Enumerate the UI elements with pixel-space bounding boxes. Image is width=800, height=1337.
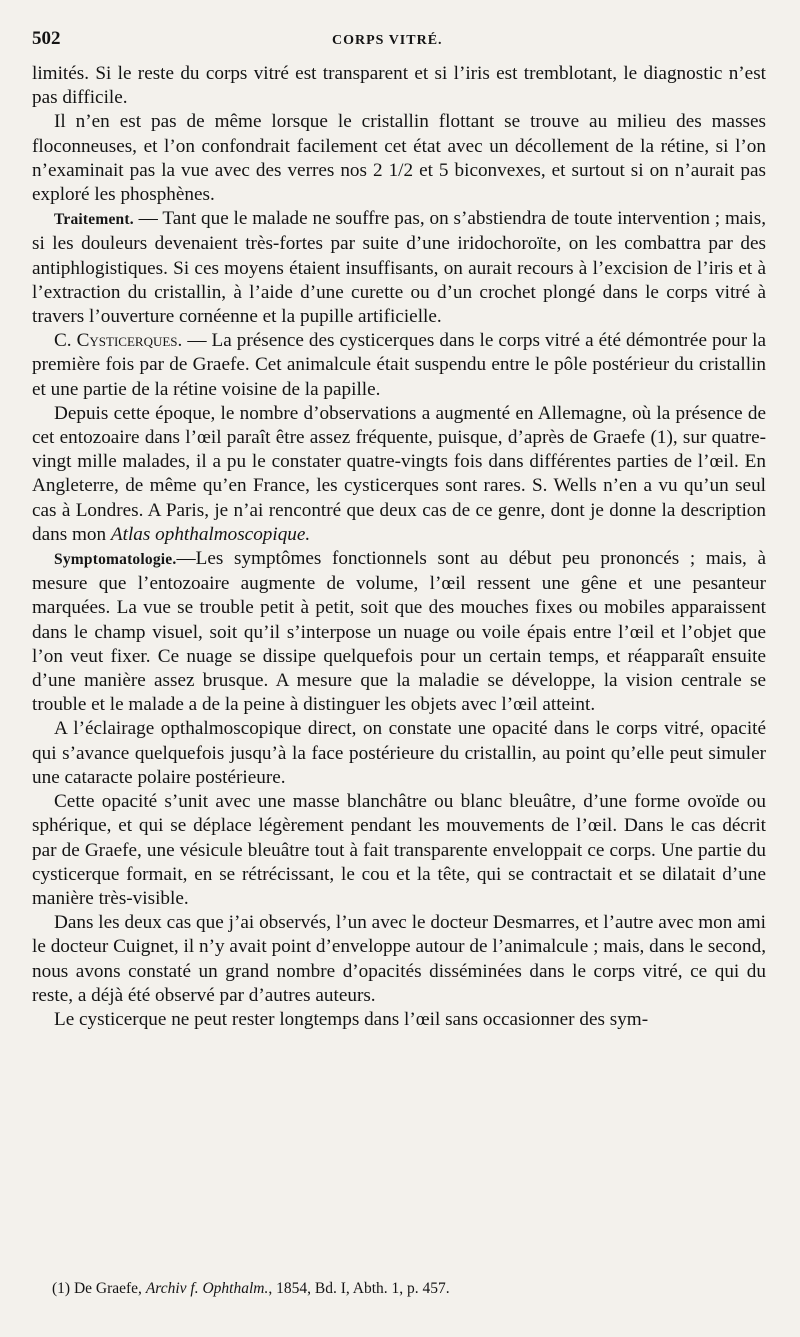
paragraph-5-text: Depuis cette époque, le nombre d’observations a augmenté en Allemagne, où la présence de cet entozoaire dans l’œil paraît être assez fréquente, puisque, d’après de Graefe (1), sur quatre-vingt mille malades, il a pu le constater quatre-vingts fois dans différentes parties de l’œil. En Angleterre, de même qu’en France, les cysticerques sont rares. S. Wells n’en a vu qu’un seul cas à Londres. A Paris, je n’ai rencontré que deux cas de ce genre, dont je donne la description dans mon <box>32 402 766 545</box>
body-text <box>32 62 766 1032</box>
running-title: CORPS VITRÉ. <box>332 33 443 48</box>
atlas-title: Atlas ophthalmoscopique. <box>110 523 311 545</box>
page-number: 502 <box>32 28 61 49</box>
section-heading-cysticerques: C. Cysticerques. <box>54 330 183 352</box>
paragraph-10: Le cysticerque ne peut rester longtemps dans l’œil sans occasionner des sym- <box>54 1008 649 1030</box>
paragraph-cysticerques <box>32 329 766 402</box>
section-heading-symptomatologie: Symptomatologie. <box>54 551 177 569</box>
section-heading-traitement: Traitement. <box>54 211 134 229</box>
paragraph-cysticerques-text: — La présence des cysticerques dans le corps vitré a été démontrée pour la première fois par de Graefe. Cet animalcule était suspendu entre le pôle postérieur du cristallin et une partie de la rétine voisine de la papille. <box>32 330 767 400</box>
paragraph-9: Dans les deux cas que j’ai observés, l’un avec le docteur Desmarres, et l’autre avec mon ami le docteur Cuignet, il n’y avait point d’enveloppe autour de l’animalcule ; mais, dans le second, nous avons constaté un grand nombre d’opacités disséminées dans le corps vitré, ce qui du reste, a déjà été observé par d’autres auteurs. <box>32 912 766 1006</box>
footnote-rest: , 1854, Bd. I, Abth. 1, p. 457. <box>268 1280 450 1297</box>
paragraph-2: Il n’en est pas de même lorsque le cristallin flottant se trouve au milieu des masses floconneuses, et l’on confondrait facilement cet état avec un décollement de la rétine, si l’on n’examinait pas la vue avec des verres nos 2 1/2 et 5 biconvexes, et surtout si on n’aurait pas exploré les phosphènes. <box>32 111 766 206</box>
footnote-marker: (1) De Graefe, <box>52 1280 146 1297</box>
paragraph-7: A l’éclairage opthalmoscopique direct, on constate une opacité dans le corps vitré, opacité qui s’avance quelquefois jusqu’à la face postérieure du cristallin, au point qu’elle peut simuler une cataracte polaire postérieure. <box>32 718 766 788</box>
paragraph-1: limités. Si le reste du corps vitré est transparent et si l’iris est tremblotant, le diagnostic n’est pas difficile. <box>32 63 766 109</box>
paragraph-traitement-text: — Tant que le malade ne souffre pas, on s’abstiendra de toute intervention ; mais, si les douleurs devenaient très-fortes par suite d’une iridochoroïte, on les combattra par des antiphlogistiques. Si ces moyens étaient insuffisants, on aurait recours à l’excision de l’iris et à l’extraction du cristallin, à l’aide d’une curette ou d’un crochet plongé dans le corps vitré à travers l’ouverture cornéenne et la pupille artificielle. <box>32 208 766 328</box>
footnote-source: Archiv f. Ophthalm. <box>145 1280 269 1297</box>
paragraph-5 <box>32 402 766 547</box>
footnote <box>52 1278 450 1300</box>
paragraph-traitement <box>32 207 766 329</box>
paragraph-8: Cette opacité s’unit avec une masse blanchâtre ou blanc bleuâtre, d’une forme ovoïde ou sphérique, et qui se déplace légèrement pendant les mouvements de l’œil. Dans le cas décrit par de Graefe, une vésicule bleuâtre tout à fait transparente enveloppait ce corps. Une partie du cysticerque formait, en se rétrécissant, le cou et la tête, qui se contractait et se dilatait d’une manière très-visible. <box>32 791 766 909</box>
paragraph-symptomatologie <box>32 547 766 717</box>
page-header <box>32 28 766 62</box>
paragraph-symptomatologie-text: —Les symptômes fonctionnels sont au début peu prononcés ; mais, à mesure que l’entozoaire augmente de volume, l’œil ressent une gêne et une pesanteur marquées. La vue se trouble petit à petit, soit que des mouches fixes ou mobiles apparaissent dans le champ visuel, soit qu’il s’interpose un nuage ou voile épais entre l’œil et l’objet que l’on veut fixer. Ce nuage se dissipe quelquefois pour un certain temps, et réapparaît ensuite d’une manière assez brusque. A mesure que la maladie se développe, la vision centrale se trouble et le malade a de la peine à distinguer les objets avec l’œil atteint. <box>32 548 766 716</box>
